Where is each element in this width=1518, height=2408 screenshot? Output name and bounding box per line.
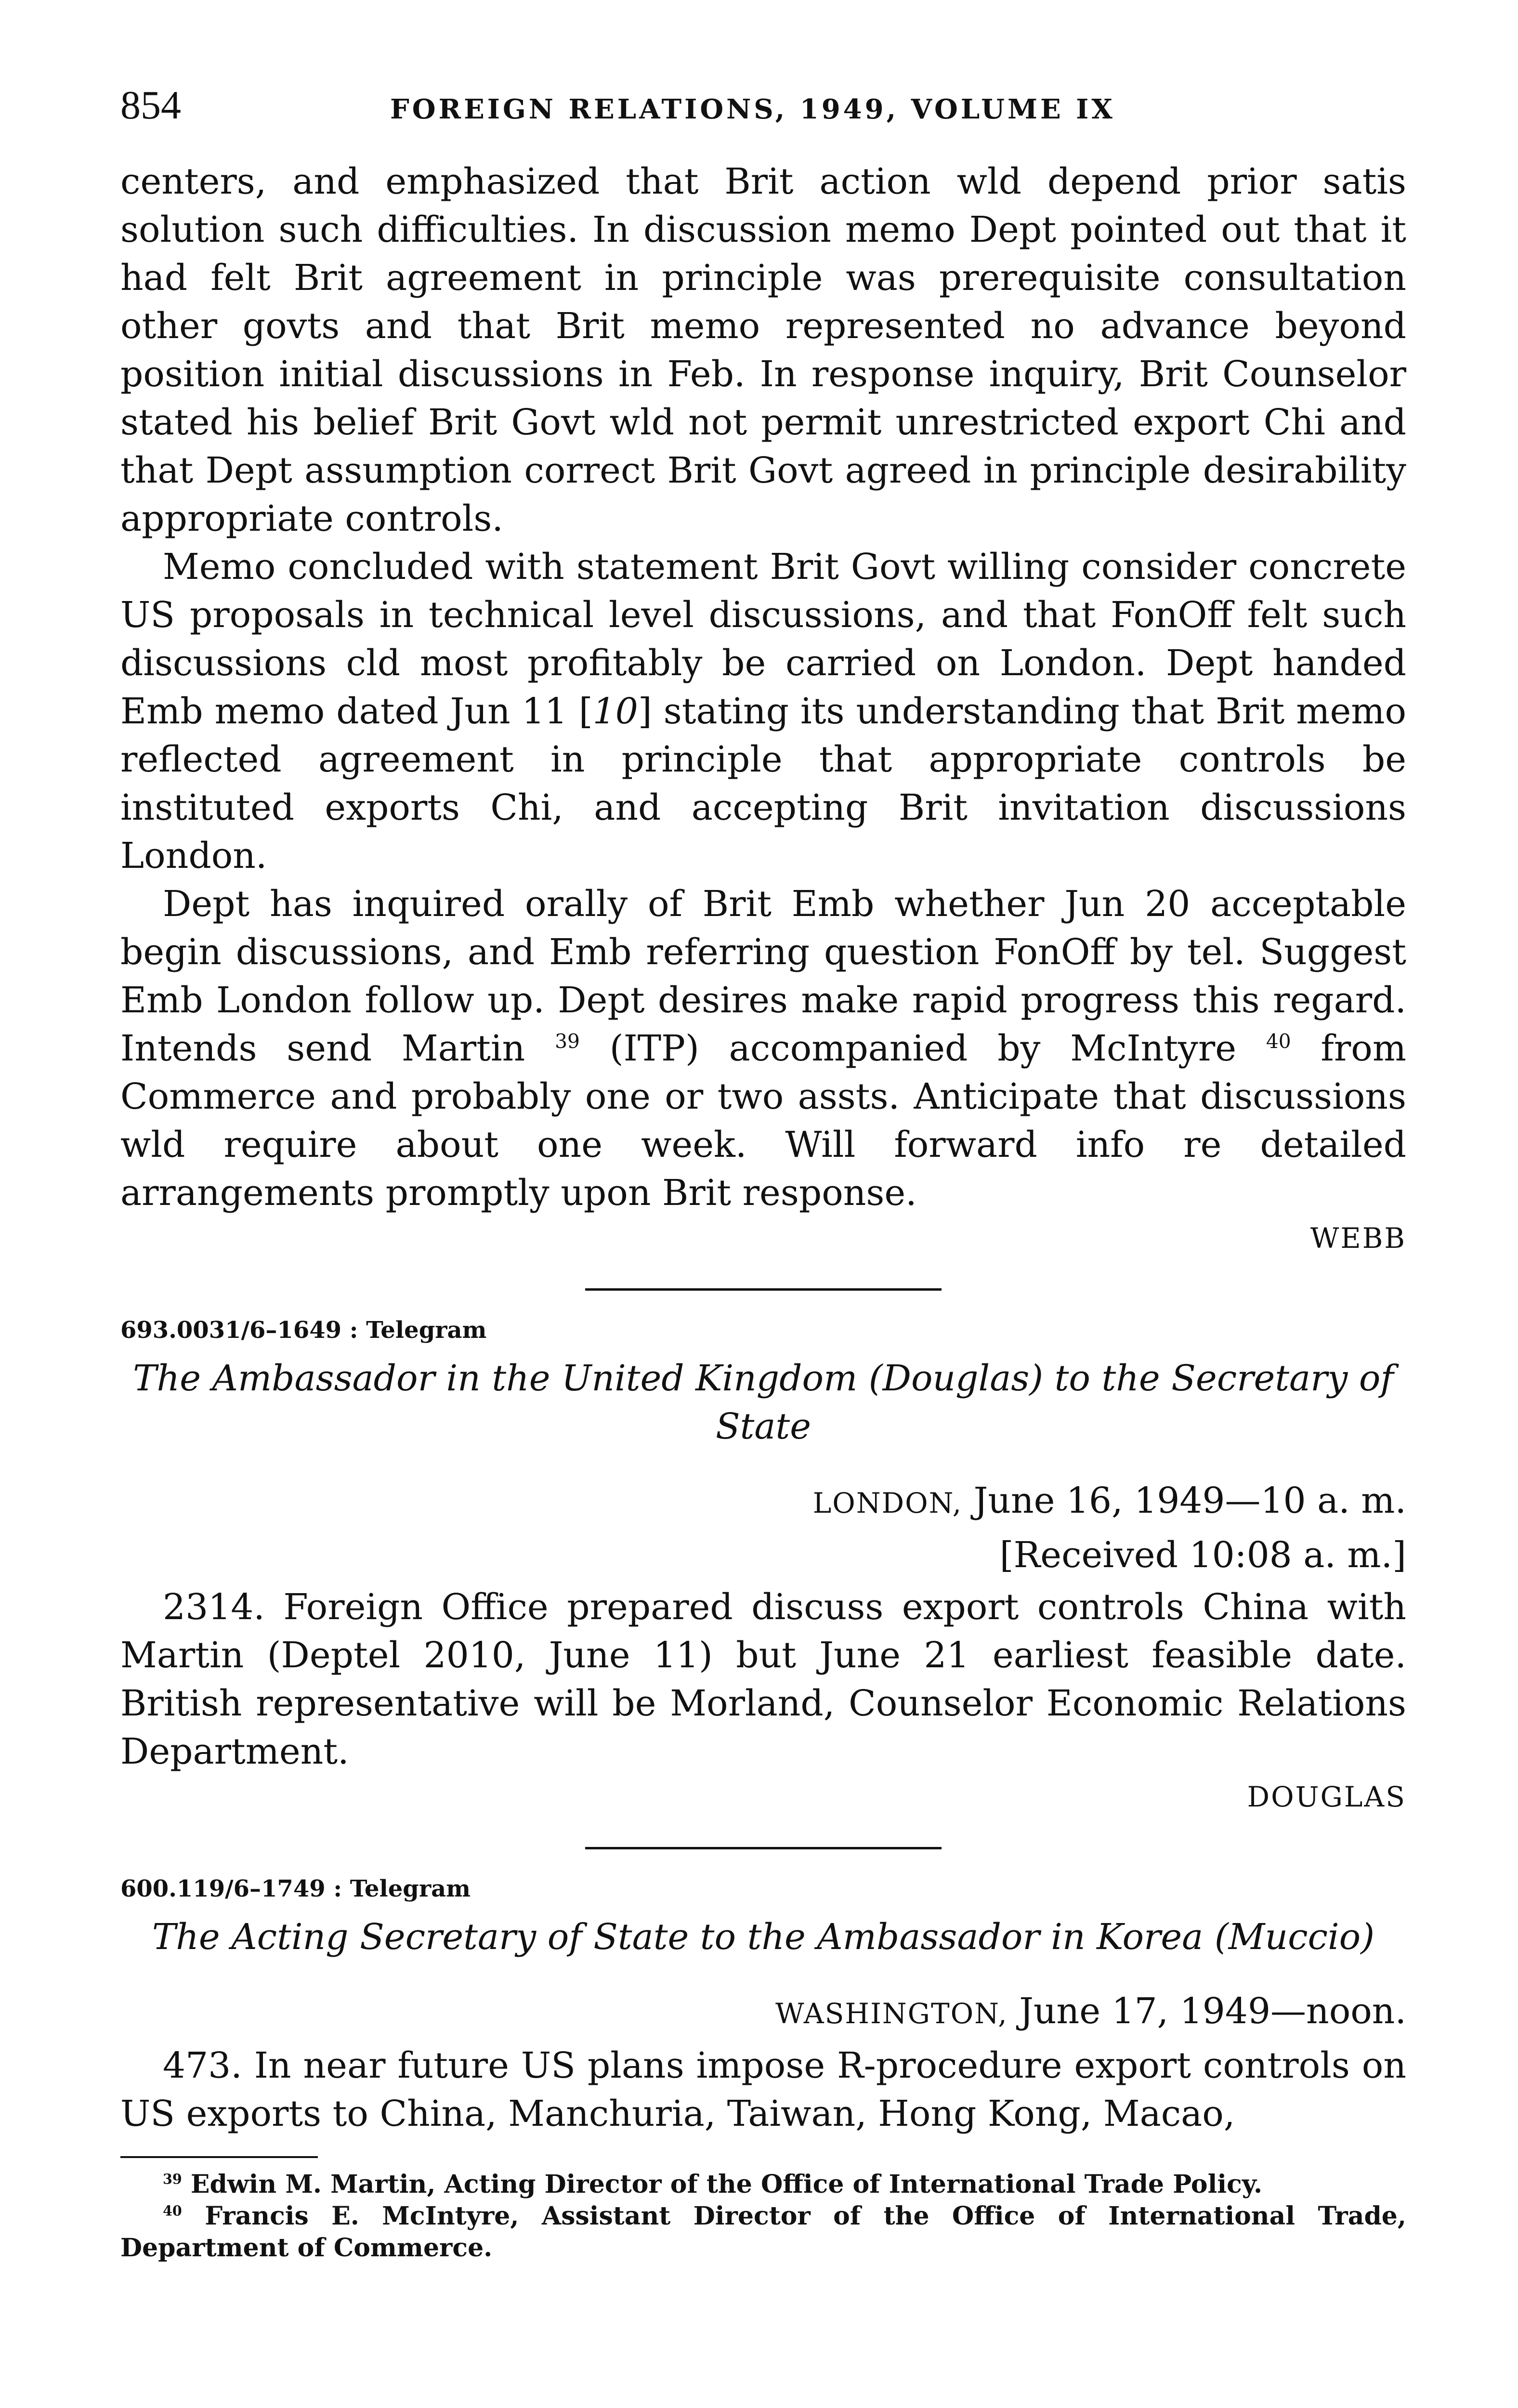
running-header	[120, 82, 1406, 129]
doc1-paragraph-2-text-a: Memo concluded with statement Brit Govt willing consider concrete US proposals in technical level discussions, and that FonOff felt such discussions cld most profitably be carried on London. Dept handed Emb memo dated Jun 11 [	[120, 546, 1406, 732]
footnote-40	[120, 2200, 1406, 2264]
doc2-file-number: 693.0031/6–1649 : Telegram	[120, 1317, 487, 1344]
footnote-ref-40[interactable]: 40	[1266, 1030, 1291, 1053]
section-divider	[585, 1288, 942, 1291]
doc2-received: [Received 10:08 a. m.]	[999, 1534, 1406, 1576]
doc1-paragraph-3	[120, 880, 1406, 1217]
doc2-dateline-date: June 16, 1949—10 a. m.	[973, 1480, 1406, 1521]
footnote-39	[120, 2169, 1406, 2200]
running-title: FOREIGN RELATIONS, 1949, VOLUME IX	[390, 93, 1115, 125]
footnote-ref-39[interactable]: 39	[555, 1030, 580, 1053]
section-divider	[585, 1847, 942, 1849]
page-number: 854	[120, 83, 181, 128]
doc1-paragraph-2	[120, 543, 1406, 880]
doc3-dateline	[120, 1987, 1406, 2038]
footnote-text: Edwin M. Martin, Acting Director of the Office of International Trade Policy.	[190, 2170, 1263, 2199]
doc3-file-number: 600.119/6–1749 : Telegram	[120, 1875, 471, 1902]
doc1-signature: WEBB	[1310, 1222, 1406, 1255]
footnote-mark: 39	[163, 2171, 182, 2187]
doc1-paragraph-3-text-c: from Commerce and probably one or two assts. Anticipate that discussions wld require about one week. Will forward info re detailed arrangements promptly upon Brit response.	[120, 1028, 1406, 1214]
doc2-title: The Ambassador in the United Kingdom (Douglas) to the Secretary of State	[133, 1358, 1394, 1447]
footnote-text: Francis E. McIntyre, Assistant Director of the Office of International Trade, Department of Commerce.	[120, 2201, 1406, 2263]
doc1-paragraph-1: centers, and emphasized that Brit action wld depend prior satis solution such difficulties. In discussion memo Dept pointed out that it had felt Brit agreement in principle was prerequisite consultation other govts and that Brit memo represented no advance beyond position initial discussions in Feb. In response inquiry, Brit Counselor stated his belief Brit Govt wld not permit unrestricted export Chi and that Dept assumption correct Brit Govt agreed in principle desirability appropriate controls.	[120, 161, 1406, 539]
doc3-dateline-place: WASHINGTON,	[775, 1997, 1008, 2030]
doc3-title: The Acting Secretary of State to the Ambassador in Korea (Muccio)	[152, 1916, 1375, 1958]
footnotes	[120, 2156, 1406, 2264]
doc1-paragraph-3-text-a: Dept has inquired orally of Brit Emb whether Jun 20 acceptable begin discussions, and Emb referring question FonOff by tel. Suggest Emb London follow up. Dept desires make rapid progress this regard. Intends send Martin	[120, 883, 1406, 1069]
doc1-paragraph-3-text-b: (ITP) accompanied by McIntyre	[609, 1028, 1237, 1069]
doc2-dateline	[120, 1477, 1406, 1527]
doc2-dateline-place: LONDON,	[812, 1487, 963, 1519]
doc3-body: 473. In near future US plans impose R-procedure export controls on US exports to China, Manchuria, Taiwan, Hong Kong, Macao,	[120, 2045, 1406, 2134]
footnote-mark: 40	[163, 2202, 182, 2219]
doc3-dateline-date: June 17, 1949—noon.	[1019, 1990, 1406, 2032]
doc1-editorial-ref: 10	[592, 691, 638, 732]
doc1-paragraph-2-text-b: ] stating its understanding that Brit memo reflected agreement in principle that appropriate controls be instituted exports Chi, and accepting Brit invitation discussions London.	[120, 691, 1406, 877]
doc2-signature: DOUGLAS	[1247, 1780, 1406, 1813]
footnote-rule	[120, 2156, 318, 2158]
doc2-body: 2314. Foreign Office prepared discuss export controls China with Martin (Deptel 2010, June 11) but June 21 earliest feasible date. British representative will be Morland, Counselor Economic Relations Department.	[120, 1586, 1406, 1772]
